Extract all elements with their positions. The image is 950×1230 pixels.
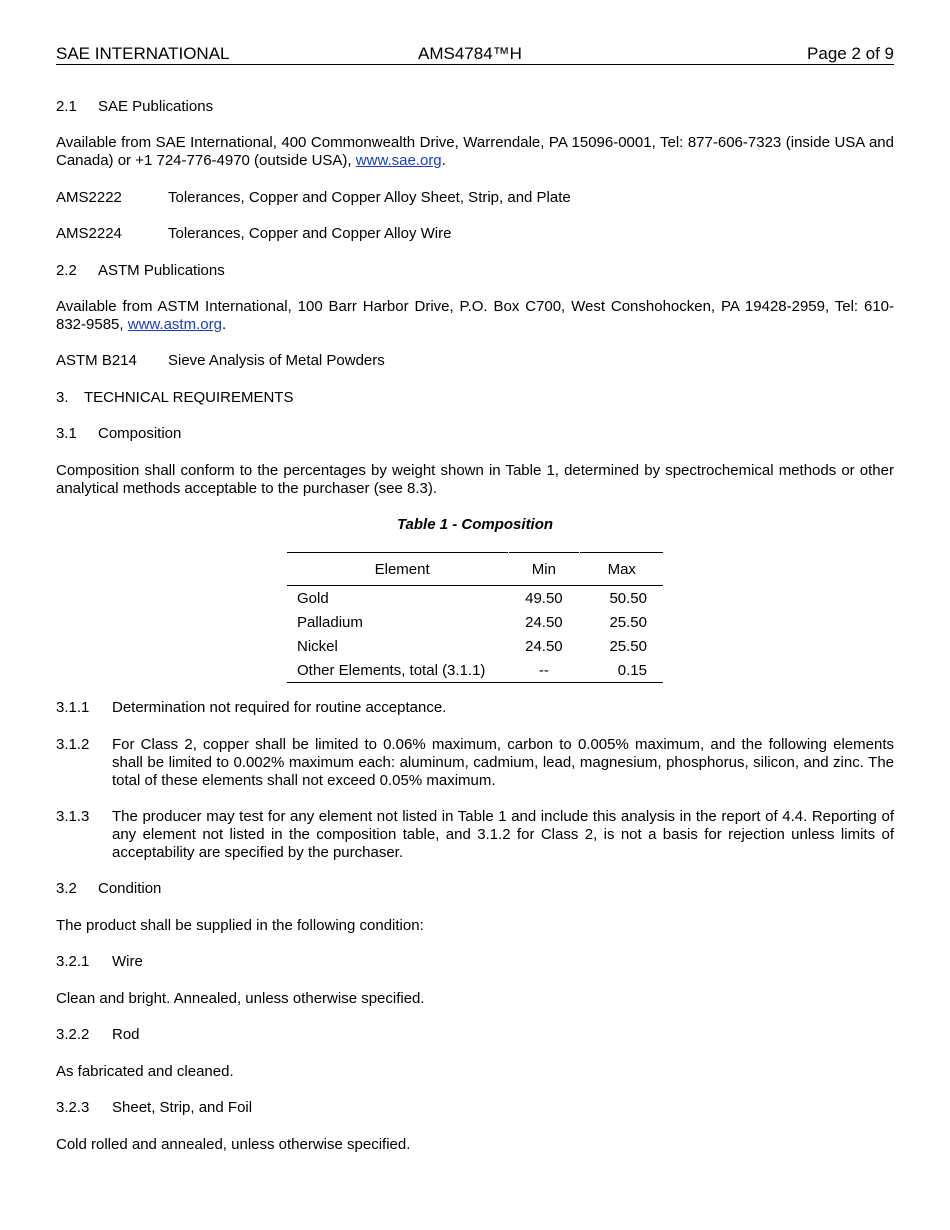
section-3-2-3-heading: 3.2.3 Sheet, Strip, and Foil [56,1099,253,1116]
page-header [56,44,894,65]
header-page-number: Page 2 of 9 [807,44,894,63]
section-3-1-heading: 3.1 Composition [56,425,182,442]
section-3-2-2-body: As fabricated and cleaned. [56,1063,234,1080]
section-2-2-availability: Available from ASTM International, 100 Barr Harbor Drive, P.O. Box C700, West Conshohocken, PA 19428-2959, Tel: 610-832-9585, www.astm.org. [56,298,894,333]
table-row [287,610,663,634]
table-1-caption: Table 1 - Composition [396,516,554,533]
table-row [287,658,663,683]
col-header-element: Element [287,553,509,586]
cell-max: 25.50 [609,637,647,655]
section-3-2-2-heading: 3.2.2 Rod [56,1026,140,1043]
section-3-1-2: 3.1.2 For Class 2, copper shall be limited to 0.06% maximum, carbon to 0.005% maximum, and the following elements shall be limited to 0.002% maximum each: aluminum, cadmium, lead, magnesium, phosphorus, silicon, and zinc. The total of these elements shall not exceed 0.05% maximum. [56,736,894,789]
table-row [287,634,663,658]
cell-max: 25.50 [609,613,647,631]
cell-min: -- [509,658,579,683]
cell-element: Palladium [287,610,509,634]
header-org: SAE INTERNATIONAL [56,44,230,63]
composition-table [287,552,663,683]
section-3-2-3-body: Cold rolled and annealed, unless otherwise specified. [56,1136,411,1153]
section-3-2-1-heading: 3.2.1 Wire [56,953,143,970]
section-3-1-1: 3.1.1 Determination not required for routine acceptance. [56,699,447,716]
section-3-1-3: 3.1.3 The producer may test for any element not listed in Table 1 and include this analysis in the report of 4.4. Reporting of any element not listed in the composition table, and 3.1.2 for Class 2, is not a basis for rejection unless limits of acceptability are specified by the purchaser. [56,808,894,861]
section-3-heading: 3. TECHNICAL REQUIREMENTS [56,389,294,406]
col-header-min: Min [509,553,579,586]
table-row [287,586,663,611]
section-3-2-1-body: Clean and bright. Annealed, unless otherwise specified. [56,990,425,1007]
cell-max: 50.50 [609,589,647,607]
col-header-max: Max [579,553,663,586]
cell-min: 49.50 [509,586,579,611]
sae-link[interactable]: www.sae.org [355,152,442,169]
cell-element: Other Elements, total (3.1.1) [287,658,509,683]
section-3-1-body: Composition shall conform to the percentages by weight shown in Table 1, determined by spectrochemical methods or other analytical methods acceptable to the purchaser (see 8.3). [56,462,894,497]
cell-element: Nickel [287,634,509,658]
table-header-row [287,553,663,586]
section-2-1-heading: 2.1 SAE Publications [56,98,214,115]
astm-link[interactable]: www.astm.org [127,316,222,333]
cell-max: 0.15 [579,658,663,683]
section-3-2-heading: 3.2 Condition [56,880,162,897]
section-2-1-availability: Available from SAE International, 400 Commonwealth Drive, Warrendale, PA 15096-0001, Tel: 877-606-7323 (inside USA and Canada) or +1 724-776-4970 (outside USA), www.sae.org. [56,134,894,169]
cell-element: Gold [287,586,509,611]
reference-astm-b214: ASTM B214 Sieve Analysis of Metal Powders [56,352,385,369]
cell-min: 24.50 [509,634,579,658]
section-2-2-heading: 2.2 ASTM Publications [56,262,225,279]
section-3-2-body: The product shall be supplied in the following condition: [56,917,424,934]
header-doc-number: AMS4784™H [418,44,522,63]
cell-min: 24.50 [509,610,579,634]
reference-ams2222: AMS2222 Tolerances, Copper and Copper Alloy Sheet, Strip, and Plate [56,189,571,206]
reference-ams2224: AMS2224 Tolerances, Copper and Copper Alloy Wire [56,225,452,242]
